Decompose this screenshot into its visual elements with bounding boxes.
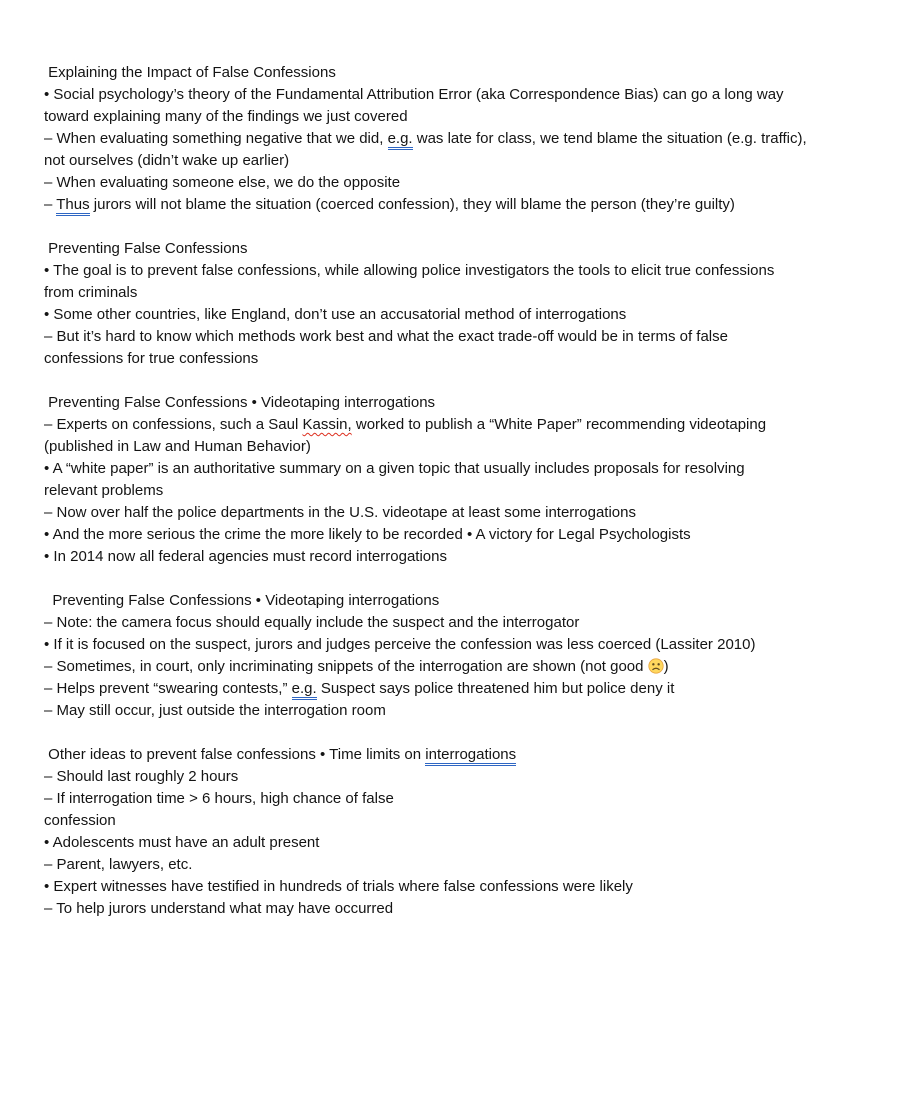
text-segment: worked to publish a “White Paper” recommending videotaping — [351, 416, 767, 433]
text-segment: – Parent, lawyers, etc. — [44, 856, 193, 873]
paragraph-block — [44, 392, 879, 568]
text-segment: confessions for true confessions — [44, 350, 259, 367]
text-line — [44, 128, 879, 150]
text-segment: • And the more serious the crime the more likely to be recorded • A victory for Legal Psychologists — [44, 526, 691, 543]
text-segment: – — [44, 196, 57, 213]
text-segment: – When evaluating someone else, we do the opposite — [44, 174, 401, 191]
text-segment: Other ideas to prevent false confessions • Time limits on — [44, 746, 426, 763]
text-line — [44, 84, 879, 106]
text-segment: – Helps prevent “swearing contests,” — [44, 680, 292, 697]
paragraph-block — [44, 590, 879, 722]
text-line — [44, 238, 879, 260]
text-segment: • Expert witnesses have testified in hundreds of trials where false confessions were likely — [44, 878, 633, 895]
text-line — [44, 876, 879, 898]
text-segment: confession — [44, 812, 116, 829]
text-line — [44, 62, 879, 84]
text-segment: was late for class, we tend blame the situation (e.g. traffic), — [412, 130, 807, 147]
text-segment: ) — [663, 658, 669, 675]
text-line — [44, 656, 879, 678]
grammar-underlined-text: Thus — [56, 196, 89, 216]
paragraph-block — [44, 62, 879, 216]
grammar-underlined-text: e.g. — [292, 680, 317, 700]
text-line — [44, 326, 879, 348]
text-line — [44, 634, 879, 656]
text-segment: toward explaining many of the findings we just covered — [44, 108, 408, 125]
text-segment: Explaining the Impact of False Confessions — [44, 64, 336, 81]
text-segment: Preventing False Confessions • Videotaping interrogations — [44, 394, 436, 411]
text-segment: Suspect says police threatened him but police deny it — [316, 680, 675, 697]
text-line — [44, 744, 879, 766]
text-line — [44, 458, 879, 480]
text-line — [44, 194, 879, 216]
text-line — [44, 788, 879, 810]
text-segment: – To help jurors understand what may have occurred — [44, 900, 394, 917]
text-segment: jurors will not blame the situation (coerced confession), they will blame the person (they’re guilty) — [89, 196, 735, 213]
text-segment: • A “white paper” is an authoritative summary on a given topic that usually includes proposals for resolving — [44, 460, 745, 477]
text-segment: • Adolescents must have an adult present — [44, 834, 320, 851]
text-line — [44, 832, 879, 854]
text-line — [44, 810, 879, 832]
text-segment: – Now over half the police departments in the U.S. videotape at least some interrogations — [44, 504, 636, 521]
text-segment: • Some other countries, like England, don’t use an accusatorial method of interrogations — [44, 306, 627, 323]
text-segment: – But it’s hard to know which methods work best and what the exact trade-off would be in terms of false — [44, 328, 728, 345]
text-line — [44, 700, 879, 722]
text-line — [44, 524, 879, 546]
text-segment: • If it is focused on the suspect, jurors and judges perceive the confession was less coerced (Lassiter 2010) — [44, 636, 756, 653]
text-line — [44, 150, 879, 172]
text-line — [44, 282, 879, 304]
text-segment: – If interrogation time > 6 hours, high chance of false — [44, 790, 394, 807]
text-segment: – Sometimes, in court, only incriminating snippets of the interrogation are shown (not good — [44, 658, 648, 675]
text-segment: • Social psychology’s theory of the Fundamental Attribution Error (aka Correspondence Bias) can go a long way — [44, 86, 784, 103]
text-line — [44, 172, 879, 194]
text-line — [44, 304, 879, 326]
text-line — [44, 414, 879, 436]
text-segment: – May still occur, just outside the interrogation room — [44, 702, 386, 719]
text-segment: – Experts on confessions, such a Saul — [44, 416, 303, 433]
text-line — [44, 612, 879, 634]
text-segment: • In 2014 now all federal agencies must record interrogations — [44, 548, 447, 565]
text-line — [44, 678, 879, 700]
text-segment: • The goal is to prevent false confessions, while allowing police investigators the tools to elicit true confessions — [44, 262, 775, 279]
text-line — [44, 546, 879, 568]
text-line — [44, 106, 879, 128]
paragraph-block — [44, 744, 879, 920]
text-line — [44, 348, 879, 370]
text-segment: not ourselves (didn’t wake up earlier) — [44, 152, 290, 169]
text-segment: relevant problems — [44, 482, 164, 499]
text-line — [44, 590, 879, 612]
text-segment: – Should last roughly 2 hours — [44, 768, 239, 785]
paragraph-block — [44, 238, 879, 370]
grammar-underlined-text: interrogations — [425, 746, 516, 766]
text-line — [44, 392, 879, 414]
text-segment: – Note: the camera focus should equally include the suspect and the interrogator — [44, 614, 580, 631]
text-line — [44, 436, 879, 458]
text-segment: Preventing False Confessions — [44, 240, 248, 257]
text-segment: (published in Law and Human Behavior) — [44, 438, 311, 455]
spellcheck-underlined-text: Kassin, — [302, 416, 352, 433]
text-segment: from criminals — [44, 284, 138, 301]
text-segment: – When evaluating something negative that we did, — [44, 130, 388, 147]
grammar-underlined-text: e.g. — [388, 130, 413, 150]
text-line — [44, 260, 879, 282]
sad-face-icon — [648, 658, 664, 674]
text-line — [44, 898, 879, 920]
text-line — [44, 502, 879, 524]
text-line — [44, 766, 879, 788]
text-segment: Preventing False Confessions • Videotaping interrogations — [44, 592, 440, 609]
text-line — [44, 854, 879, 876]
text-line — [44, 480, 879, 502]
